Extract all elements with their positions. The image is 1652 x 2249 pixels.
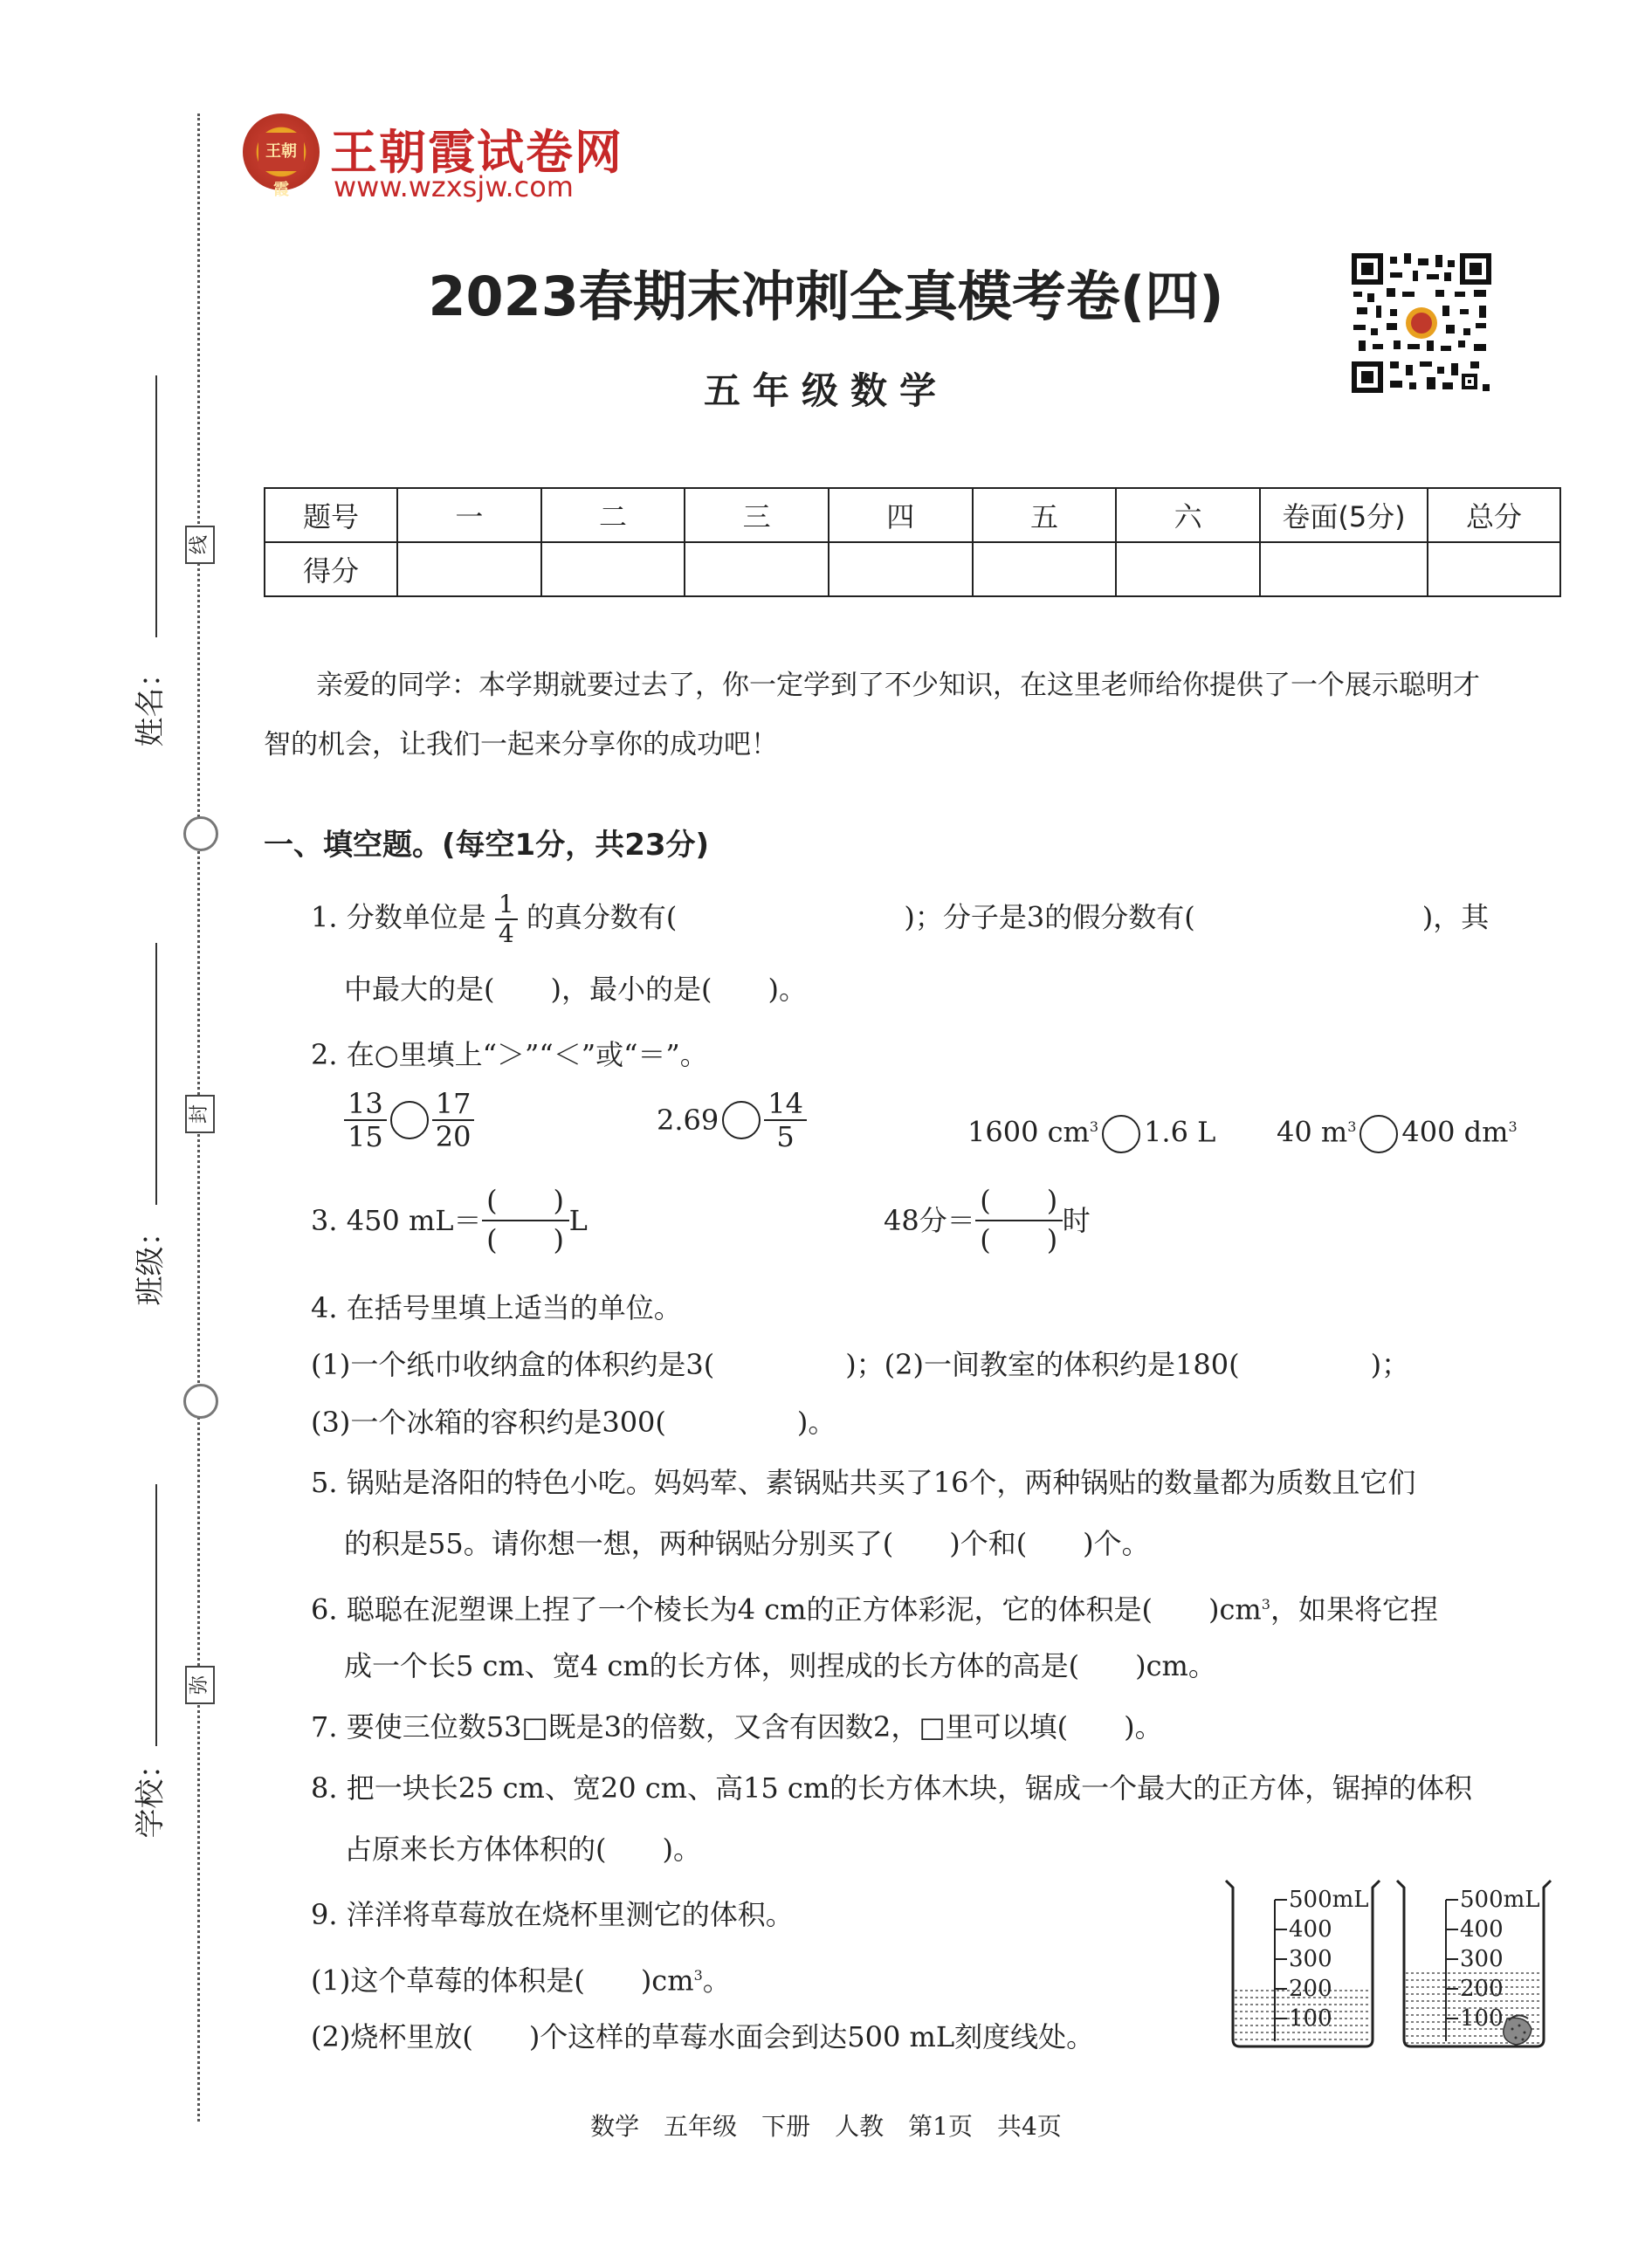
compare-circle[interactable] bbox=[722, 1101, 761, 1139]
compare-1 bbox=[344, 1087, 474, 1153]
beaker-empty bbox=[1219, 1875, 1385, 2050]
score-cell[interactable] bbox=[973, 542, 1117, 596]
beaker-mark: 400 bbox=[1289, 1916, 1332, 1943]
question-1-line-1: 1. 分数单位是 $\frac{1}{4}$ 的真分数有( )；分子是3的假分数有( )，其 bbox=[311, 890, 1490, 948]
table-header: 卷面(5分) bbox=[1260, 488, 1428, 542]
swirl-icon bbox=[183, 1384, 218, 1419]
logo-brand: 王朝霞试卷网 bbox=[330, 124, 623, 180]
class-label: 班级： bbox=[133, 1216, 169, 1306]
seal-line-box: 线 bbox=[185, 526, 215, 564]
beaker-mark: 500mL bbox=[1289, 1887, 1369, 1913]
intro-line-2: 智的机会，让我们一起来分享你的成功吧！ bbox=[264, 729, 778, 760]
table-header: 六 bbox=[1116, 488, 1260, 542]
table-header: 一 bbox=[397, 488, 541, 542]
compare-circle[interactable] bbox=[390, 1101, 429, 1139]
qr-code bbox=[1352, 253, 1491, 393]
score-table-header-row bbox=[265, 488, 1560, 542]
table-row-label: 得分 bbox=[265, 542, 397, 596]
class-field-line bbox=[155, 943, 157, 1205]
question-9: 9. 洋洋将草莓放在烧杯里测它的体积。 bbox=[311, 1898, 794, 1931]
compare-4: 40 $m^3$ 400 $dm^3$ bbox=[1277, 1107, 1518, 1153]
swirl-icon bbox=[183, 816, 218, 851]
question-9-sub-1: (1)这个草莓的体积是( )$cm^3$。 bbox=[311, 1964, 731, 1998]
beaker-mark: 500mL bbox=[1460, 1887, 1540, 1913]
beaker-mark: 300 bbox=[1289, 1946, 1332, 1972]
strawberry-icon bbox=[1504, 2015, 1532, 2045]
compare-circle[interactable] bbox=[1102, 1115, 1140, 1153]
beaker-with-strawberry bbox=[1390, 1875, 1556, 2050]
question-8-line-1: 8. 把一块长25 cm、宽20 cm、高15 cm的长方体木块，锯成一个最大的正方体，锯掉的体积 bbox=[311, 1771, 1473, 1805]
compare-3: 1600 $cm^3$ 1.6 L bbox=[967, 1107, 1215, 1153]
compare-circle[interactable] bbox=[1359, 1115, 1398, 1153]
score-cell[interactable] bbox=[1116, 542, 1260, 596]
page-footer: 数学 五年级 下册 人教 第1页 共4页 bbox=[590, 2112, 1062, 2141]
name-label: 姓名： bbox=[133, 657, 169, 747]
logo-emblem-text: 王朝霞 bbox=[258, 133, 304, 171]
fraction-blank[interactable]: $\frac{( )}{( )}$ bbox=[482, 1186, 569, 1255]
question-8-line-2: 占原来长方体体积的( )。 bbox=[344, 1833, 701, 1866]
logo-url: www.wzxsjw.com bbox=[334, 170, 574, 203]
beaker-mark: 300 bbox=[1460, 1946, 1504, 1972]
score-table bbox=[264, 487, 1561, 597]
question-9-sub-2: (2)烧杯里放( )个这样的草莓水面会到达500 mL刻度线处。 bbox=[311, 2020, 1095, 2053]
compare-2: 2.69 $\frac{14}{5}$ bbox=[657, 1090, 807, 1151]
seal-seal-box: 封 bbox=[185, 1095, 215, 1133]
question-5-line-2: 的积是55。请你想一想，两种锅贴分别买了( )个和( )个。 bbox=[344, 1527, 1150, 1560]
school-field-line bbox=[155, 1484, 157, 1746]
score-cell[interactable] bbox=[829, 542, 973, 596]
beaker-mark: 200 bbox=[1460, 1976, 1504, 2002]
question-4-line-2: (3)一个冰箱的容积约是300( )。 bbox=[311, 1406, 836, 1439]
name-field-line bbox=[155, 375, 157, 637]
school-label: 学校： bbox=[133, 1749, 169, 1839]
exam-title: 2023春期末冲刺全真模考卷(四) bbox=[428, 265, 1224, 328]
score-cell[interactable] bbox=[397, 542, 541, 596]
beaker-mark: 200 bbox=[1289, 1976, 1332, 2002]
table-header: 四 bbox=[829, 488, 973, 542]
question-3-part-a: 3. 450 mL＝ $\frac{( )}{( )}$ L bbox=[311, 1184, 588, 1257]
question-4-line-1: (1)一个纸巾收纳盒的体积约是3( )；(2)一间教室的体积约是180( )； bbox=[311, 1348, 1410, 1381]
table-header: 三 bbox=[685, 488, 829, 542]
score-cell[interactable] bbox=[685, 542, 829, 596]
question-1-line-2: 中最大的是( )，最小的是( )。 bbox=[344, 973, 807, 1006]
fraction: $\frac{13}{15}$ bbox=[344, 1090, 387, 1151]
fraction: $\frac{17}{20}$ bbox=[432, 1090, 475, 1151]
table-header: 题号 bbox=[265, 488, 397, 542]
question-7: 7. 要使三位数53□既是3的倍数，又含有因数2，□里可以填( )。 bbox=[311, 1710, 1163, 1743]
fraction: $\frac{14}{5}$ bbox=[764, 1090, 807, 1151]
table-header: 五 bbox=[973, 488, 1117, 542]
score-cell[interactable] bbox=[1260, 542, 1428, 596]
score-cell[interactable] bbox=[1428, 542, 1560, 596]
beaker-mark: 100 bbox=[1460, 2005, 1504, 2032]
score-cell[interactable] bbox=[541, 542, 685, 596]
question-5-line-1: 5. 锅贴是洛阳的特色小吃。妈妈荤、素锅贴共买了16个，两种锅贴的数量都为质数且它们 bbox=[311, 1466, 1416, 1499]
beaker-mark: 400 bbox=[1460, 1916, 1504, 1943]
subject-title: 五年级数学 bbox=[703, 369, 948, 412]
question-3-part-b: 48分＝ $\frac{( )}{( )}$ 时 bbox=[884, 1184, 1091, 1257]
question-4: 4. 在括号里填上适当的单位。 bbox=[311, 1291, 682, 1324]
fraction: $\frac{1}{4}$ bbox=[495, 892, 518, 946]
intro-line-1: 亲爱的同学：本学期就要过去了，你一定学到了不少知识，在这里老师给你提供了一个展示聪明才 bbox=[316, 670, 1480, 701]
question-2: 2. 在○里填上“＞”“＜”或“＝”。 bbox=[311, 1038, 708, 1071]
seal-dense-box: 弥 bbox=[185, 1666, 215, 1704]
fraction-blank[interactable]: $\frac{( )}{( )}$ bbox=[975, 1186, 1063, 1255]
section-title: 一、填空题。(每空1分，共23分) bbox=[264, 828, 710, 863]
beaker-mark: 100 bbox=[1289, 2005, 1332, 2032]
table-header: 二 bbox=[541, 488, 685, 542]
question-6-line-2: 成一个长5 cm、宽4 cm的长方体，则捏成的长方体的高是( )cm。 bbox=[344, 1649, 1216, 1682]
score-table-score-row bbox=[265, 542, 1560, 596]
table-header: 总分 bbox=[1428, 488, 1560, 542]
logo-emblem bbox=[243, 113, 320, 199]
question-6-line-1: 6. 聪聪在泥塑课上捏了一个棱长为4 cm的正方体彩泥，它的体积是( )$cm^3$，如果将它捏 bbox=[311, 1592, 1438, 1627]
